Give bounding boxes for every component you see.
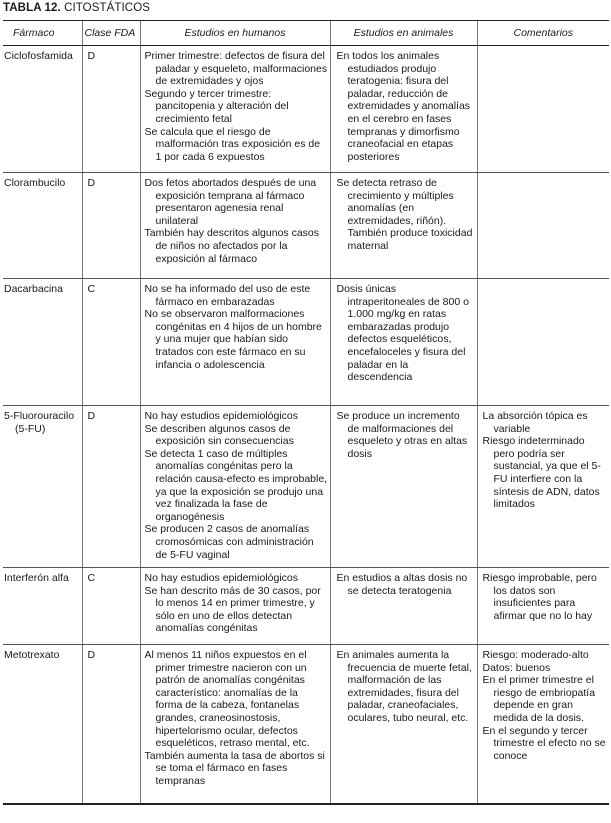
comentario-item: En el primer trimestre el riesgo de embriopatía depende en gran medida de la dosis.: [482, 674, 596, 724]
table-number: TABLA 12.: [3, 2, 61, 14]
drug-name: Clorambucilo: [4, 177, 66, 189]
humanos-item: Se producen 2 casos de anomalías cromosómicas con administración de 5-FU vaginal: [144, 523, 314, 561]
header-comentarios: Comentarios: [477, 21, 609, 46]
humanos-item: No hay estudios epidemiológicos: [144, 410, 299, 422]
drug-name: Metotrexato: [4, 649, 60, 661]
animales-item: Se detecta retraso de crecimiento y múltiples anomalías (en extremidades, riñón). También produce toxicidad maternal: [336, 177, 473, 252]
cell-humanos: [140, 173, 330, 279]
cell-clase-fda: D: [82, 645, 140, 804]
humanos-item: No se observaron malformaciones congénitas en 4 hijos de un hombre y una mujer que habían sido tratados con este fármaco en su infancia o adolescencia: [144, 308, 322, 371]
humanos-item: No se ha informado del uso de este fármaco en embarazadas: [144, 283, 311, 308]
humanos-item: Primer trimestre: defectos de fisura del paladar y esqueleto, malformaciones de extremidades y ojos: [144, 50, 328, 88]
table-row: [3, 645, 609, 804]
table-row: [3, 279, 609, 406]
cell-farmaco: [3, 173, 82, 279]
comentario-item: En el segundo y tercer trimestre el efecto no se conoce: [482, 724, 606, 762]
cell-farmaco: [3, 645, 82, 804]
cell-clase-fda: C: [82, 568, 140, 645]
animales-item: Se produce un incremento de malformaciones del esqueleto y otras en altas dosis: [336, 410, 468, 460]
cell-clase-fda: D: [82, 173, 140, 279]
drug-abbrev: (5-FU): [15, 422, 46, 435]
table-header: [3, 21, 609, 46]
cell-humanos: [140, 46, 330, 173]
humanos-item: Al menos 11 niños expuestos en el primer trimestre nacieron con un patrón de anomalías congénitas característico: anomalías de la forma de la cabeza, fontanelas grandes, craneosinostosis, hipertelorismo ocular, defectos esqueléticos, retraso mental, etc.: [144, 649, 310, 750]
header-clase-fda: Clase FDA: [82, 21, 140, 46]
cell-humanos: [140, 568, 330, 645]
table-row: [3, 406, 609, 568]
drug-name: Ciclofosfamida: [4, 50, 73, 62]
cell-farmaco: [3, 568, 82, 645]
cell-animales: [330, 46, 477, 173]
table-row: [3, 568, 609, 645]
comentario-item: Riesgo indeterminado pero podría ser sustancial, ya que el 5-FU interfiere con la síntesis de ADN, datos limitados: [482, 435, 601, 511]
cell-clase-fda: C: [82, 279, 140, 406]
table-title: [3, 1, 150, 15]
animales-item: En animales aumenta la frecuencia de muerte fetal, malformación de las extremidades, fisura del paladar, craneofaciales, oculares, tubo neural, etc.: [336, 649, 472, 724]
humanos-item: Se detecta 1 caso de múltiples anomalías congénitas pero la relación causa-efecto es improbable, ya que la exposición se produjo una vez finalizada la fase de organogénesis: [144, 447, 328, 523]
humanos-item: Se han descrito más de 30 casos, por lo menos 14 en primer trimestre, y sólo en uno de ellos detectan anomalías congénitas: [144, 584, 321, 635]
table-body: [3, 46, 609, 804]
cell-comentarios: [477, 279, 609, 406]
humanos-item: No hay estudios epidemiológicos: [144, 572, 299, 584]
cell-comentarios: [477, 173, 609, 279]
table-title-text: CITOSTÁTICOS: [64, 2, 151, 14]
animales-item: En estudios a altas dosis no se detecta teratogenia: [336, 572, 468, 597]
humanos-item: Segundo y tercer trimestre: pancitopenia y alteración del crecimiento fetal: [144, 87, 289, 125]
cell-farmaco: [3, 279, 82, 406]
drug-name: Interferón alfa: [4, 572, 69, 584]
cell-animales: [330, 279, 477, 406]
cell-animales: [330, 645, 477, 804]
header-estudios-humanos: Estudios en humanos: [140, 21, 330, 46]
cell-animales: [330, 406, 477, 568]
cell-comentarios: [477, 46, 609, 173]
table-row: [3, 173, 609, 279]
animales-item: En todos los animales estudiados produjo teratogenia: fisura del paladar, reducción de extremidades y anomalías en el cerebro en fases tempranas y dimorfismo craneofacial en etapas posteriores: [336, 50, 471, 163]
animales-item: Dosis únicas intraperitoneales de 800 o 1.000 mg/kg en ratas embarazadas produjo defectos esqueléticos, encefaloceles y fisura del paladar en la descendencia: [336, 283, 469, 384]
table-row: [3, 46, 609, 173]
comentario-item: Riesgo: moderado-alto: [482, 649, 589, 661]
cell-humanos: [140, 645, 330, 804]
comentario-item: Riesgo improbable, pero los datos son insuficientes para afirmar que no lo hay: [482, 572, 597, 622]
cell-animales: [330, 173, 477, 279]
humanos-item: Se describen algunos casos de exposición sin consecuencias: [144, 422, 294, 448]
cell-humanos: [140, 279, 330, 406]
cell-clase-fda: D: [82, 46, 140, 173]
drug-name: 5-Fluorouracilo: [4, 410, 75, 422]
cell-humanos: [140, 406, 330, 568]
cell-farmaco: [3, 406, 82, 568]
cell-farmaco: [3, 46, 82, 173]
cell-comentarios: [477, 406, 609, 568]
comentario-item: La absorción tópica es variable: [482, 410, 588, 435]
cell-clase-fda: D: [82, 406, 140, 568]
cell-comentarios: [477, 645, 609, 804]
comentario-item: Datos: buenos: [482, 661, 551, 674]
drug-name: Dacarbacina: [4, 283, 63, 295]
humanos-item: Dos fetos abortados después de una exposición temprana al fármaco presentaron agenesia renal unilateral: [144, 177, 317, 227]
header-farmaco: Fármaco: [3, 21, 82, 46]
header-estudios-animales: Estudios en animales: [330, 21, 477, 46]
humanos-item: También hay descritos algunos casos de niños no afectados por la exposición al fármaco: [144, 227, 320, 265]
citostaticos-table: [3, 20, 609, 805]
humanos-item: También aumenta la tasa de abortos si se toma el fármaco en fases tempranas: [144, 749, 325, 787]
humanos-item: Se calcula que el riesgo de malformación tras exposición es de 1 por cada 6 expuestos: [144, 125, 321, 163]
cell-comentarios: [477, 568, 609, 645]
cell-animales: [330, 568, 477, 645]
